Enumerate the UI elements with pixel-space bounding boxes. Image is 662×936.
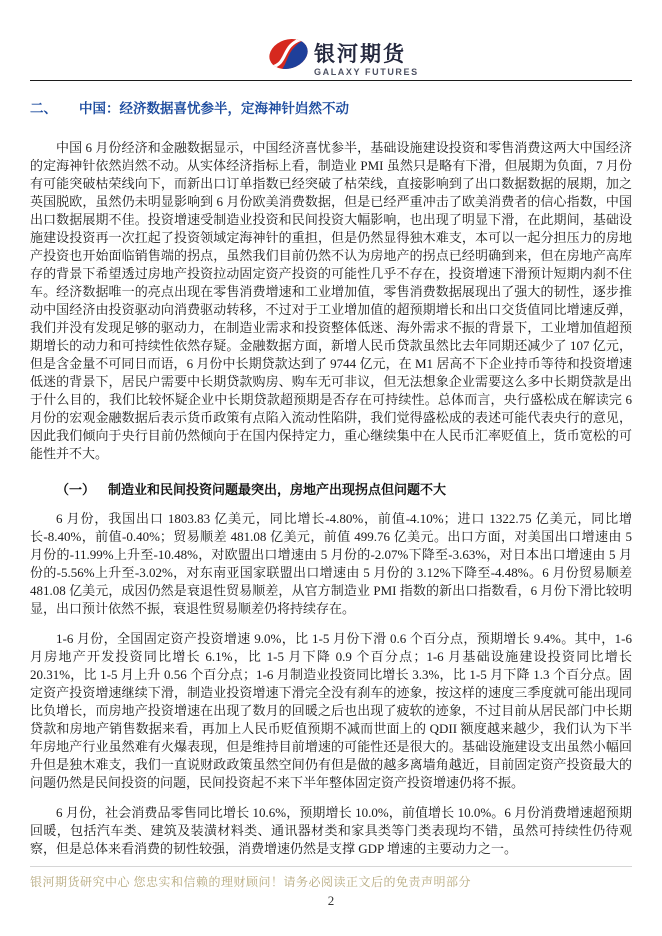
body-paragraph-2: 6 月份，我国出口 1803.83 亿美元，同比增长-4.80%，前值-4.10%；进口 1322.75 亿美元，同比增长-8.40%，前值-0.40%；贸易顺差 481.08 亿美元，前值 499.76 亿美元。出口方面，对美国出口增速由 5 月份的-11.99%上升至-10.48%，对欧盟出口增速由 5 月份的-2.07%下降至-3.63%，对日本出口增速由 5 月份的-5.56%上升至-3.02%，对东南亚国家联盟出口增速由 5 月份的 3.12%下降至-4.48%。6 月份贸易顺差 481.08 亿美元，成因仍然是衰退性贸易顺差，从官方制造业 PMI 指数的新出口指数看，6 月份下滑比较明显，出口预计依然不振，衰退性贸易顺差仍将持续存在。 xyxy=(30,511,632,616)
subsection-number: （一） xyxy=(56,482,96,497)
logo-english-name: GALAXY FUTURES xyxy=(314,67,419,77)
report-body xyxy=(30,95,632,857)
galaxy-swirl-icon xyxy=(268,36,309,77)
section-heading xyxy=(30,97,632,117)
section-number: 二、 xyxy=(30,101,57,116)
subsection-title: 制造业和民间投资问题最突出，房地产出现拐点但问题不大 xyxy=(108,482,447,497)
logo-chinese-name: 银河期货 xyxy=(314,43,406,66)
body-paragraph-1: 中国 6 月份经济和金融数据显示，中国经济喜忧参半，基础设施建设投资和零售消费这两大中国经济的定海神针依然岿然不动。从实体经济指标上看，制造业 PMI 虽然只是略有下滑，但展期为负面，7 月份有可能突破枯荣线向下，而新出口订单指数已经突破了枯荣线，直接影响到了出口数据数据的展期，加之英国脱欧，虽然仍未明显影响到 6 月份欧美消费数据，但是已经严重冲击了欧美消费者的信心指数，中国出口数据展期不佳。投资增速受制造业投资和民间投资大幅影响，也出现了明显下滑，在此期间，基础设施建设投资再一次扛起了投资领域定海神针的重担，但是仍然显得独木难支，本可以一起分担压力的房地产投资也开始面临销售端的拐点，虽然我们目前仍然不认为房地产的拐点已经明确到来，但在房地产高库存的背景下希望透过房地产投资拉动固定资产投资的可能性几乎不存在，投资增速下滑预计短期内刹不住车。经济数据唯一的亮点出现在零售消费增速和工业增加值，零售消费数据展现出了强大的韧性，逐步推动中国经济由投资驱动向消费驱动转移，不过对于工业增加值的超预期增长和出口交货值同比增速反弹，我们并没有发现足够的驱动力，在制造业需求和投资整体低迷、海外需求不振的背景下，工业增加值超预期增长的动力和可持续性依然存疑。金融数据方面，新增人民币贷款虽然比去年同期还减少了 107 亿元，但是含金量不可同日而语，6 月份中长期贷款达到了 9744 亿元，在 M1 居高不下企业持币等待和投资增速低迷的背景下，居民户需要中长期贷款购房、购车无可非议，但无法想象企业需要这么多中长期贷款是出于什么目的，我们比较怀疑企业中长期贷款超预期是否存在可持续性。总体而言，央行盛松成在解读完 6 月份的宏观金融数据后表示货币政策有点陷入流动性陷阱，我们觉得盛松成的表述可能代表央行的意见，因此我们倾向于央行目前仍然倾向于在国内保持定力，重心继续集中在人民币汇率贬值上，货币宽松的可能性并不大。 xyxy=(30,140,632,461)
galaxy-futures-logo xyxy=(268,36,419,77)
subsection-heading xyxy=(30,479,632,498)
body-paragraph-3: 1-6 月份，全国固定资产投资增速 9.0%，比 1-5 月份下滑 0.6 个百分点，预期增长 9.4%。其中，1-6 月房地产开发投资同比增长 6.1%，比 1-5 月下降 0.9 个百分点；1-6 月基础设施建设投资同比增长 20.31%，比 1-5 月上升 0.56 个百分点；1-6 月制造业投资同比增长 3.3%，比 1-5 月下降 1.3 个百分点。固定资产投资增速继续下滑，制造业投资增速下滑完全没有刹车的迹象，按这样的速度三季度就可能出现同比负增长，而房地产投资增速在出现了数月的回暖之后也出现了疲软的迹象，不过目前从居民部门中长期贷款和房地产销售数据来看，再加上人民币贬值预期不减而世面上的 QDII 额度越来越少，我们认为下半年房地产行业虽然难有火爆表现，但是维持目前增速的可能性还是很大的。基础设施建设支出虽然小幅回升但是独木难支，我们一直说财政政策虽然空间仍有但是做的越多离墙角越近，目前固定资产投资最大的问题仍然是民间投资的问题，民间投资起不来下半年整体固定资产投资增速仍将不振。 xyxy=(30,631,632,790)
section-title: 中国：经济数据喜忧参半，定海神针岿然不动 xyxy=(79,101,349,116)
footer-disclaimer: 银河期货研究中心 您忠实和信赖的理财顾问！请务必阅读正文后的免责声明部分 xyxy=(30,875,472,889)
page-footer xyxy=(30,866,632,909)
body-paragraph-4: 6 月份，社会消费品零售同比增长 10.6%，预期增长 10.0%，前值增长 10.0%。6 月份消费增速超预期回暖，包括汽车类、建筑及装潢材料类、通讯器材类和家具类等门类表现均不错，虽然可持续性仍待观察，但是总体来看消费的韧性较强，消费增速仍然是支撑 GDP 增速的主要动力之一。 xyxy=(30,805,632,856)
page-header xyxy=(30,0,632,81)
page-number: 2 xyxy=(327,893,335,908)
logo-text xyxy=(314,44,419,77)
